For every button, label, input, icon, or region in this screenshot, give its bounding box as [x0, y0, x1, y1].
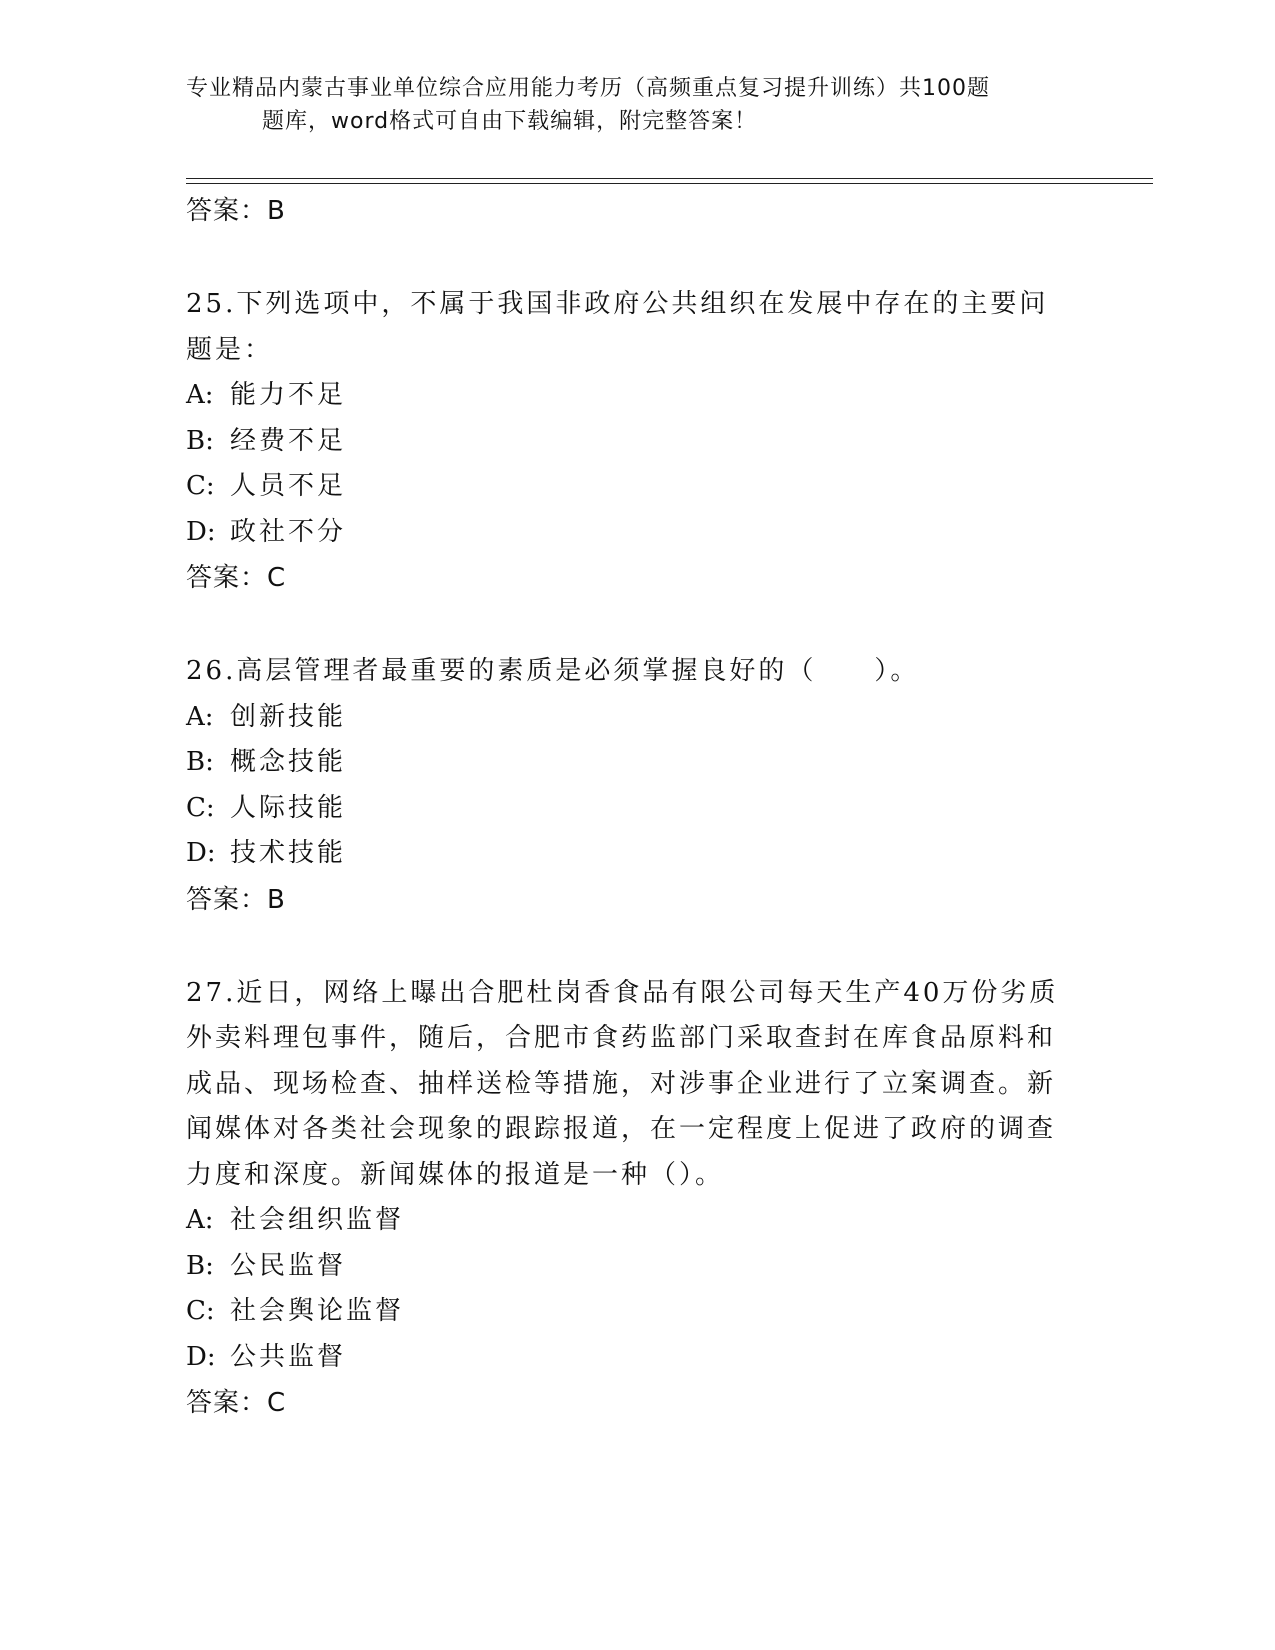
spacer: [186, 923, 1066, 971]
option-text: 能力不足: [230, 380, 347, 410]
option-a: [186, 373, 1066, 419]
option-key: D:: [186, 838, 216, 868]
option-key: B:: [186, 425, 214, 456]
option-text: 政社不分: [230, 516, 347, 547]
option-key: A:: [186, 1205, 214, 1235]
question-26: [186, 649, 1066, 923]
option-d: [186, 831, 1066, 877]
option-key: A:: [186, 380, 214, 410]
option-text: 公民监督: [230, 1250, 347, 1281]
option-b: [186, 419, 1066, 465]
option-text: 人际技能: [230, 792, 347, 823]
option-key: C:: [186, 1296, 215, 1326]
page-header: [186, 72, 1066, 138]
answer-line: 答案：C: [186, 563, 287, 593]
option-key: A:: [186, 701, 214, 732]
answer-line: 答案：B: [186, 196, 286, 226]
option-text: 概念技能: [230, 747, 347, 777]
option-text: 创新技能: [230, 701, 347, 732]
question-27: [186, 971, 1066, 1427]
option-text: 社会组织监督: [230, 1205, 405, 1235]
option-d: [186, 510, 1066, 556]
option-text: 人员不足: [230, 471, 347, 501]
document-body: [186, 188, 1066, 1426]
option-key: B:: [186, 1250, 214, 1281]
option-b: [186, 740, 1066, 786]
option-key: D:: [186, 516, 216, 547]
spacer: [186, 234, 1066, 282]
option-b: [186, 1244, 1066, 1290]
option-a: [186, 1198, 1066, 1244]
header-divider-top: [186, 178, 1153, 179]
option-key: B:: [186, 747, 214, 777]
question-25: [186, 282, 1066, 601]
option-c: [186, 464, 1066, 510]
answer-line: 答案：B: [186, 884, 286, 915]
option-text: 经费不足: [230, 425, 347, 456]
answer-line: 答案：C: [186, 1388, 287, 1418]
option-text: 社会舆论监督: [230, 1296, 405, 1326]
option-text: 公共监督: [230, 1341, 347, 1372]
option-key: C:: [186, 792, 215, 823]
option-a: [186, 695, 1066, 741]
header-title-line1: 专业精品内蒙古事业单位综合应用能力考历（高频重点复习提升训练）共100题: [186, 76, 990, 101]
spacer: [186, 601, 1066, 649]
option-text: 技术技能: [230, 838, 347, 868]
header-divider-bottom: [186, 183, 1153, 184]
question-stem: 27.近日，网络上曝出合肥杜岗香食品有限公司每天生产40万份劣质外卖料理包事件，随后，合肥市食药监部门采取查封在库食品原料和成品、现场检查、抽样送检等措施，对涉事企业进行了立案调查。新闻媒体对各类社会现象的跟踪报道，在一定程度上促进了政府的调查力度和深度。新闻媒体的报道是一种（）。: [186, 977, 1059, 1190]
option-key: C:: [186, 471, 215, 501]
header-title-line2: 题库，word格式可自由下载编辑，附完整答案！: [262, 109, 758, 134]
option-c: [186, 786, 1066, 832]
option-c: [186, 1289, 1066, 1335]
question-stem: 26.高层管理者最重要的素质是必须掌握良好的（ ）。: [186, 656, 920, 686]
option-d: [186, 1335, 1066, 1381]
option-key: D:: [186, 1341, 216, 1372]
question-stem: 25.下列选项中，不属于我国非政府公共组织在发展中存在的主要问题是：: [186, 289, 1049, 365]
